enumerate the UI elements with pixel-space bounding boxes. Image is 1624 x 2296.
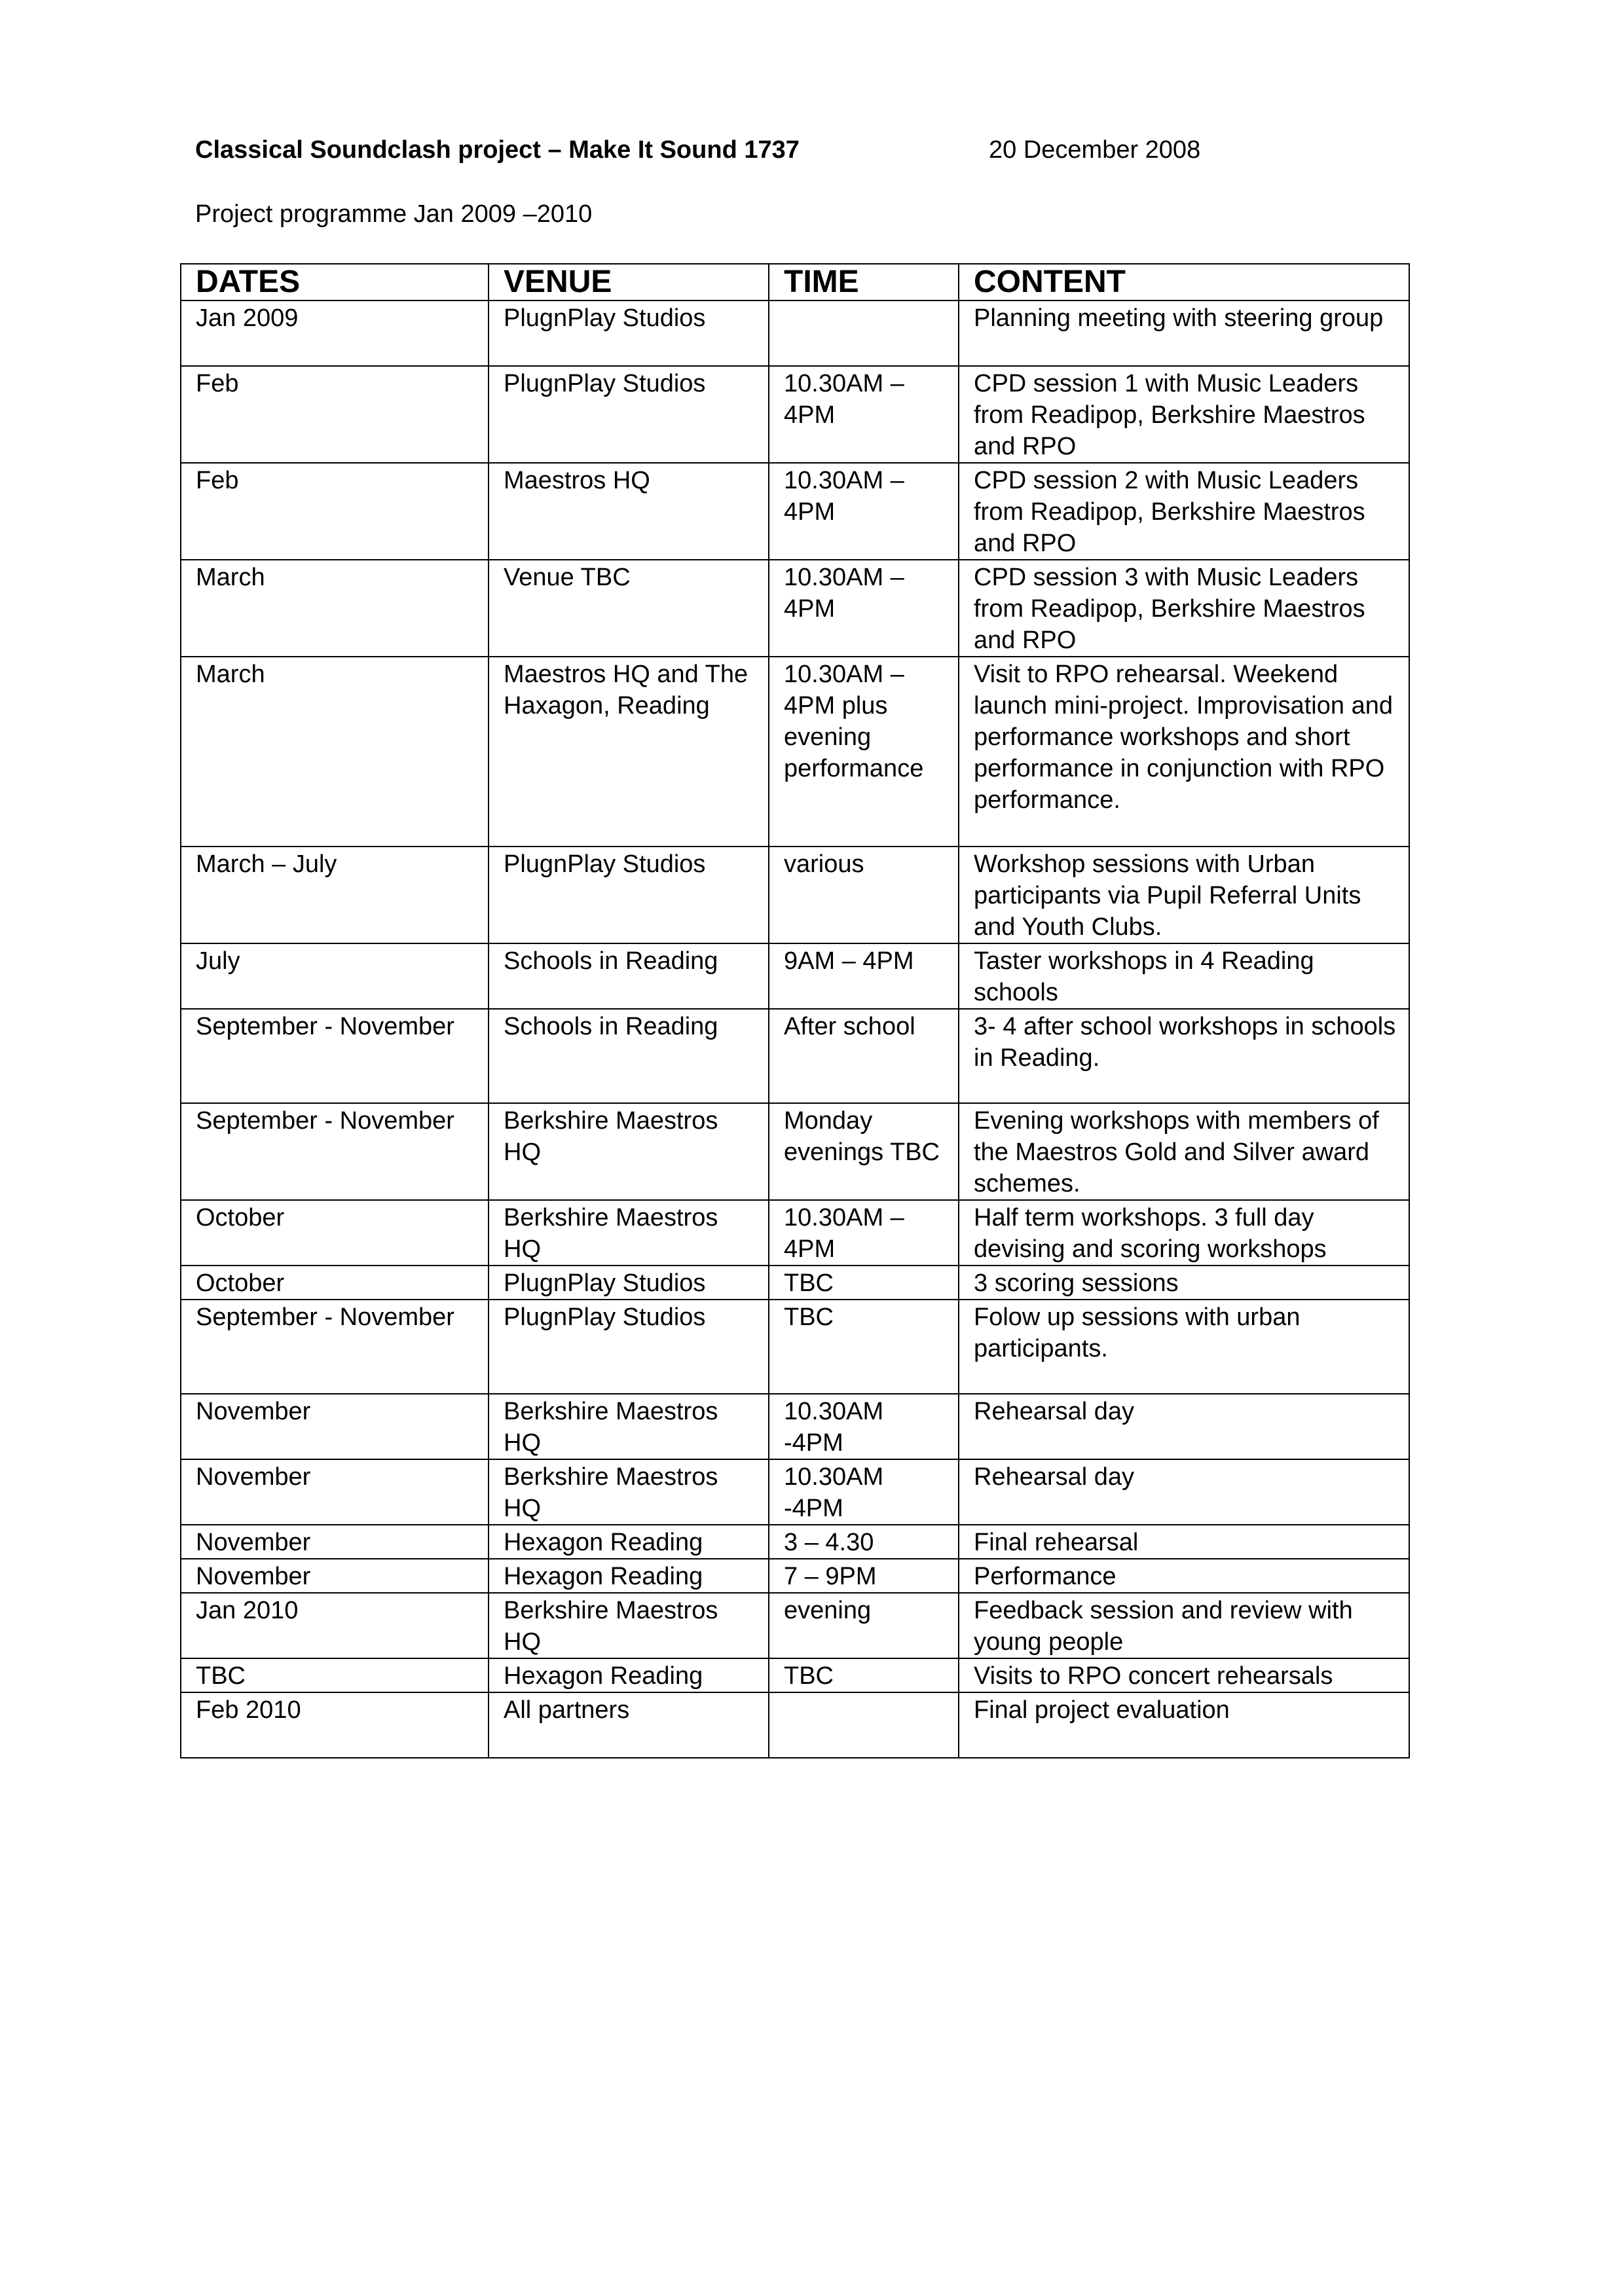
- cell-venue: Berkshire Maestros HQ: [489, 1200, 769, 1266]
- cell-dates: November: [181, 1559, 489, 1593]
- cell-venue: Berkshire Maestros HQ: [489, 1459, 769, 1525]
- cell-time: 3 – 4.30: [769, 1525, 959, 1559]
- cell-dates: Feb: [181, 366, 489, 463]
- cell-time: 10.30AM – 4PM: [769, 560, 959, 657]
- table-row: [181, 1658, 1409, 1692]
- table-row: [181, 301, 1409, 366]
- table-header-row: [181, 264, 1409, 301]
- table-row: [181, 1593, 1409, 1658]
- cell-dates: October: [181, 1200, 489, 1266]
- table-row: [181, 463, 1409, 560]
- table-row: [181, 1459, 1409, 1525]
- table-row: [181, 1525, 1409, 1559]
- cell-venue: Maestros HQ and The Haxagon, Reading: [489, 657, 769, 847]
- cell-content: Planning meeting with steering group: [959, 301, 1409, 366]
- table-row: [181, 560, 1409, 657]
- cell-dates: Feb 2010: [181, 1692, 489, 1758]
- cell-venue: PlugnPlay Studios: [489, 366, 769, 463]
- cell-time: [769, 301, 959, 366]
- table-row: [181, 847, 1409, 943]
- cell-content: Feedback session and review with young people: [959, 1593, 1409, 1658]
- programme-table: [180, 263, 1410, 1758]
- cell-dates: November: [181, 1394, 489, 1459]
- cell-content: 3 scoring sessions: [959, 1266, 1409, 1300]
- cell-time: various: [769, 847, 959, 943]
- cell-venue: Hexagon Reading: [489, 1525, 769, 1559]
- cell-dates: July: [181, 943, 489, 1009]
- cell-time: 10.30AM – 4PM: [769, 366, 959, 463]
- cell-venue: Hexagon Reading: [489, 1658, 769, 1692]
- document-title: Classical Soundclash project – Make It Sound 1737: [195, 136, 800, 164]
- cell-time: 7 – 9PM: [769, 1559, 959, 1593]
- cell-dates: Feb: [181, 463, 489, 560]
- cell-venue: Hexagon Reading: [489, 1559, 769, 1593]
- table-row: [181, 1200, 1409, 1266]
- cell-content: Final rehearsal: [959, 1525, 1409, 1559]
- cell-venue: PlugnPlay Studios: [489, 301, 769, 366]
- table-row: [181, 366, 1409, 463]
- column-header-time: TIME: [769, 264, 959, 301]
- cell-dates: Jan 2009: [181, 301, 489, 366]
- cell-time: [769, 1692, 959, 1758]
- cell-time: 10.30AM – 4PM: [769, 1200, 959, 1266]
- cell-content: Evening workshops with members of the Maestros Gold and Silver award schemes.: [959, 1103, 1409, 1200]
- cell-content: Performance: [959, 1559, 1409, 1593]
- cell-content: CPD session 1 with Music Leaders from Readipop, Berkshire Maestros and RPO: [959, 366, 1409, 463]
- cell-venue: Berkshire Maestros HQ: [489, 1103, 769, 1200]
- document-date: 20 December 2008: [989, 136, 1201, 164]
- cell-content: CPD session 3 with Music Leaders from Readipop, Berkshire Maestros and RPO: [959, 560, 1409, 657]
- cell-dates: September - November: [181, 1300, 489, 1394]
- cell-venue: Maestros HQ: [489, 463, 769, 560]
- table-row: [181, 1009, 1409, 1103]
- cell-venue: PlugnPlay Studios: [489, 1300, 769, 1394]
- cell-content: Taster workshops in 4 Reading schools: [959, 943, 1409, 1009]
- cell-content: Half term workshops. 3 full day devising and scoring workshops: [959, 1200, 1409, 1266]
- cell-dates: November: [181, 1525, 489, 1559]
- cell-time: evening: [769, 1593, 959, 1658]
- cell-time: 10.30AM – 4PM: [769, 463, 959, 560]
- cell-dates: October: [181, 1266, 489, 1300]
- cell-time: After school: [769, 1009, 959, 1103]
- cell-content: Final project evaluation: [959, 1692, 1409, 1758]
- cell-time: 10.30AM -4PM: [769, 1459, 959, 1525]
- cell-dates: November: [181, 1459, 489, 1525]
- cell-venue: Schools in Reading: [489, 943, 769, 1009]
- cell-content: Visits to RPO concert rehearsals: [959, 1658, 1409, 1692]
- table-body: [181, 301, 1409, 1758]
- cell-dates: TBC: [181, 1658, 489, 1692]
- cell-content: Rehearsal day: [959, 1394, 1409, 1459]
- cell-venue: Berkshire Maestros HQ: [489, 1394, 769, 1459]
- cell-content: CPD session 2 with Music Leaders from Readipop, Berkshire Maestros and RPO: [959, 463, 1409, 560]
- column-header-dates: DATES: [181, 264, 489, 301]
- cell-dates: March: [181, 657, 489, 847]
- column-header-venue: VENUE: [489, 264, 769, 301]
- cell-time: TBC: [769, 1300, 959, 1394]
- column-header-content: CONTENT: [959, 264, 1409, 301]
- table-row: [181, 1300, 1409, 1394]
- cell-content: Rehearsal day: [959, 1459, 1409, 1525]
- cell-time: TBC: [769, 1658, 959, 1692]
- cell-dates: September - November: [181, 1009, 489, 1103]
- table-row: [181, 1559, 1409, 1593]
- table-row: [181, 1692, 1409, 1758]
- cell-time: TBC: [769, 1266, 959, 1300]
- table-row: [181, 1394, 1409, 1459]
- cell-dates: March: [181, 560, 489, 657]
- table-row: [181, 943, 1409, 1009]
- cell-content: Folow up sessions with urban participants.: [959, 1300, 1409, 1394]
- cell-content: 3- 4 after school workshops in schools in Reading.: [959, 1009, 1409, 1103]
- document-subtitle: Project programme Jan 2009 –2010: [195, 200, 593, 228]
- cell-venue: Berkshire Maestros HQ: [489, 1593, 769, 1658]
- table-row: [181, 1266, 1409, 1300]
- cell-time: 9AM – 4PM: [769, 943, 959, 1009]
- cell-content: Workshop sessions with Urban participants via Pupil Referral Units and Youth Clubs.: [959, 847, 1409, 943]
- table-row: [181, 657, 1409, 847]
- cell-venue: Venue TBC: [489, 560, 769, 657]
- cell-venue: PlugnPlay Studios: [489, 1266, 769, 1300]
- cell-content: Visit to RPO rehearsal. Weekend launch mini-project. Improvisation and performance workshops and short performance in conjunction with RPO performance.: [959, 657, 1409, 847]
- cell-dates: March – July: [181, 847, 489, 943]
- table-row: [181, 1103, 1409, 1200]
- cell-venue: All partners: [489, 1692, 769, 1758]
- cell-time: 10.30AM -4PM: [769, 1394, 959, 1459]
- cell-venue: PlugnPlay Studios: [489, 847, 769, 943]
- cell-time: 10.30AM – 4PM plus evening performance: [769, 657, 959, 847]
- cell-dates: September - November: [181, 1103, 489, 1200]
- cell-venue: Schools in Reading: [489, 1009, 769, 1103]
- cell-dates: Jan 2010: [181, 1593, 489, 1658]
- cell-time: Monday evenings TBC: [769, 1103, 959, 1200]
